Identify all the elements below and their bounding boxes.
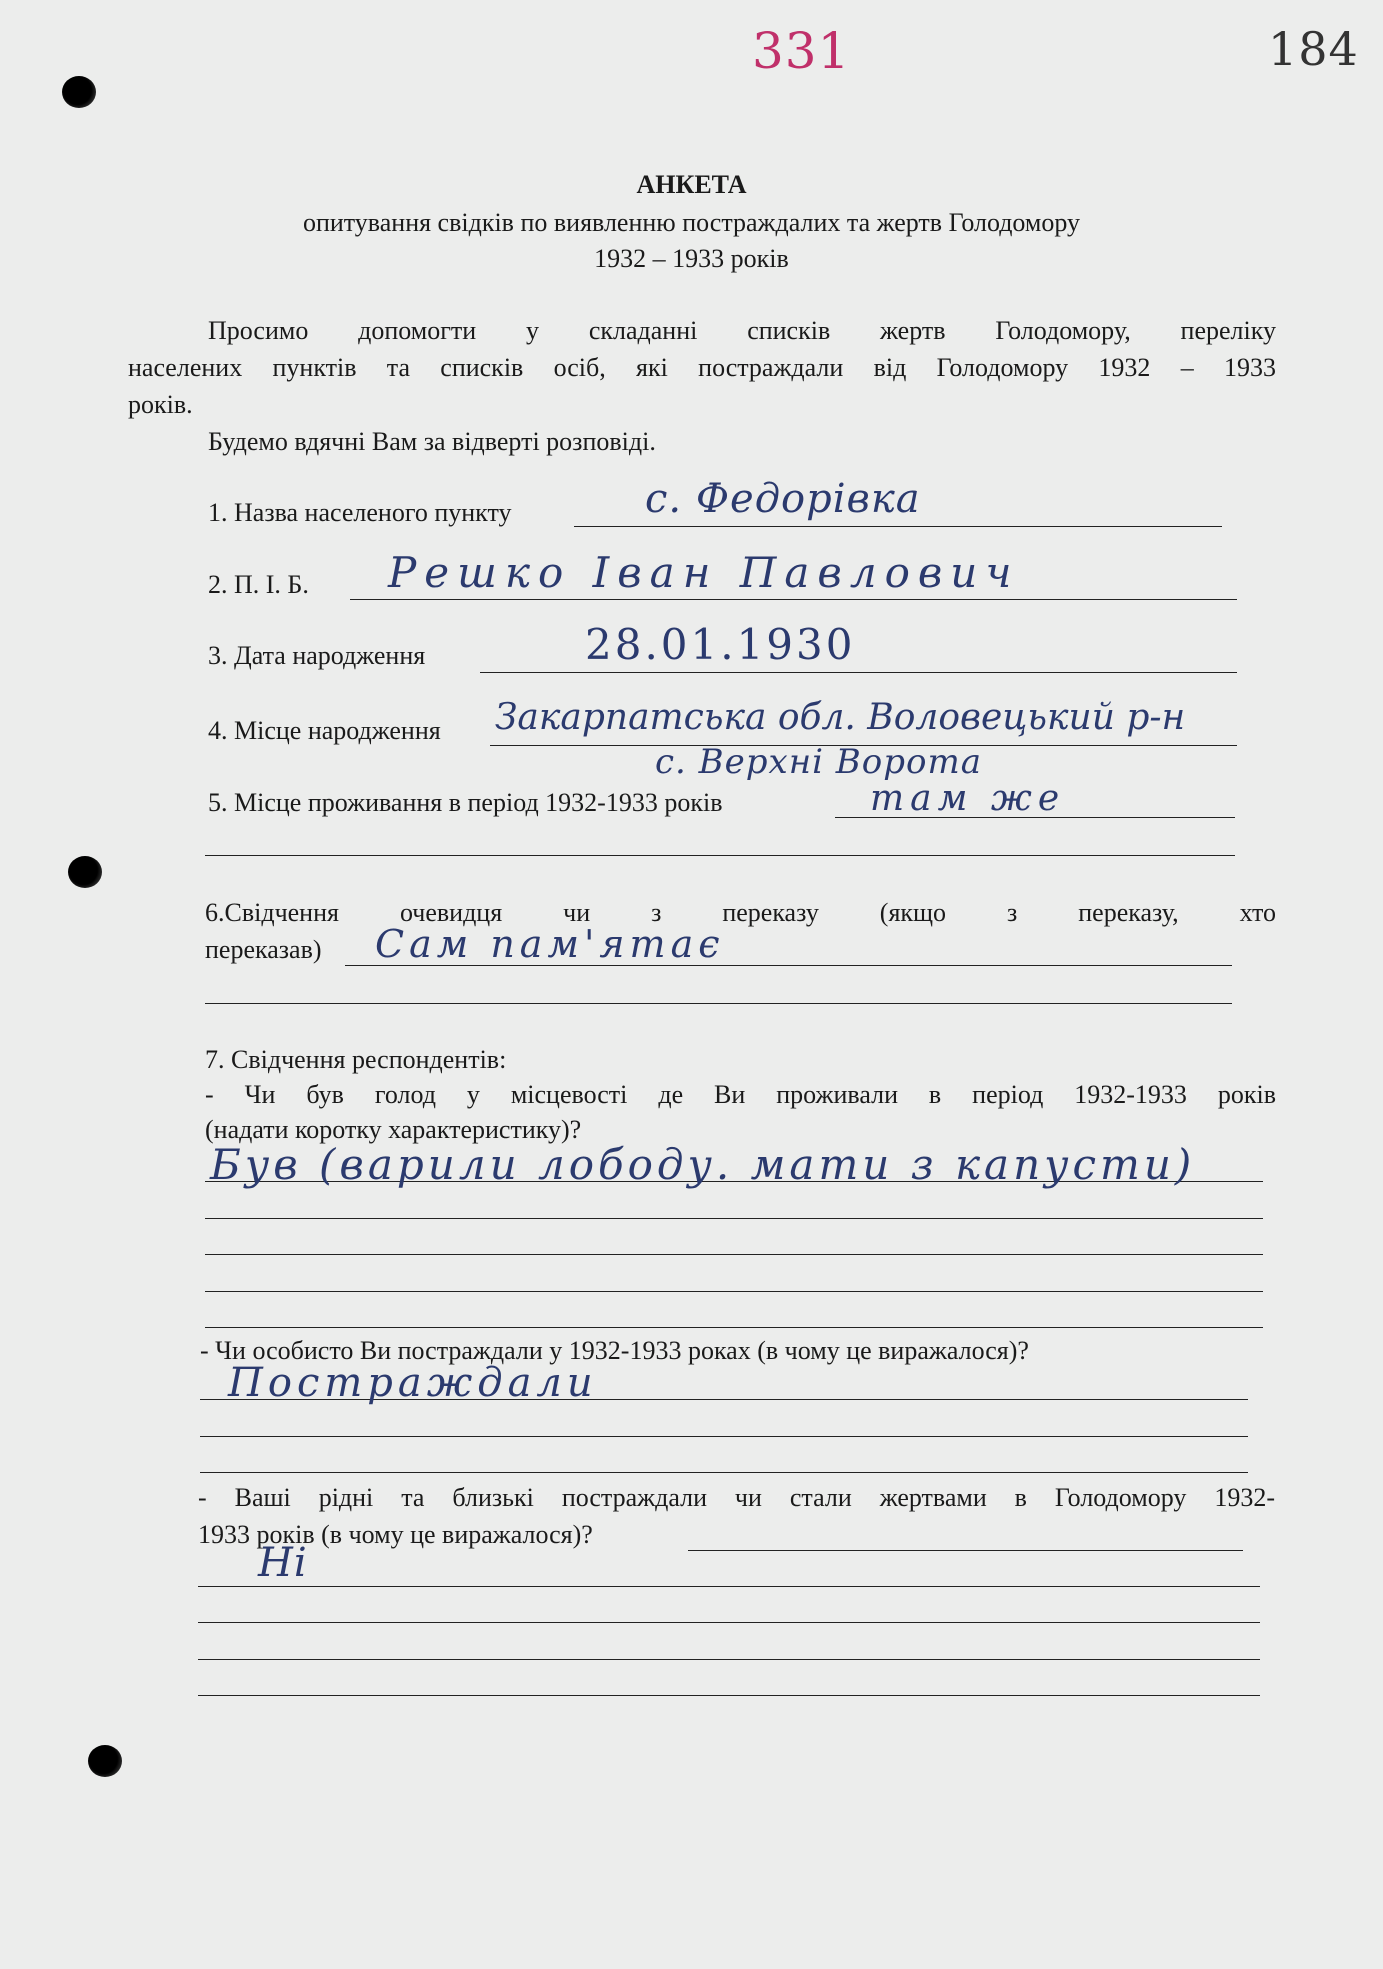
intro-line-1: Просимо допомогти у складанні списків жертв Голодомору, переліку	[208, 316, 1276, 345]
q2-label: 2. П. І. Б.	[208, 570, 309, 599]
qa-line-1: - Чи був голод у місцевості де Ви проживали в період 1932-1933 років	[205, 1080, 1276, 1109]
qa-answer: Був (варили лободу. мати з капусти)	[210, 1140, 1196, 1189]
form-title: АНКЕТА	[636, 170, 747, 199]
intro-line-2: населених пунктів та списків осіб, які постраждали від Голодомору 1932 – 1933	[128, 353, 1276, 382]
q6-label-line-2: переказав)	[205, 935, 322, 964]
q1-underline	[574, 526, 1222, 527]
punch-hole-top	[62, 76, 96, 108]
page-number: 331	[752, 22, 851, 80]
q2-underline	[350, 599, 1237, 600]
q5-underline-2	[205, 855, 1235, 856]
q3-underline	[480, 672, 1237, 673]
qb-underline-2	[200, 1436, 1248, 1437]
qc-underline-3	[198, 1622, 1260, 1623]
q6-label-line-1: 6.Свідчення очевидця чи з переказу (якщо з переказу, хто	[205, 898, 1276, 927]
qc-underline-1	[688, 1550, 1243, 1551]
q1-answer: с. Федорівка	[645, 476, 921, 522]
q4-answer-line-1: Закарпатська обл. Воловецький р-н	[495, 697, 1186, 738]
q6-answer: Сам пам'ятає	[375, 922, 725, 966]
qb-line-1: - Чи особисто Ви постраждали у 1932-1933 роках (в чому це виражалося)?	[200, 1336, 1029, 1365]
qc-underline-2	[198, 1586, 1260, 1587]
q4-label: 4. Місце народження	[208, 716, 441, 745]
q5-answer: там же	[870, 778, 1066, 819]
q4-answer-line-2: с. Верхні Ворота	[655, 742, 982, 782]
qa-underline-5	[205, 1327, 1263, 1328]
qa-line-2: (надати коротку характеристику)?	[205, 1115, 582, 1144]
qa-underline-4	[205, 1291, 1263, 1292]
form-years: 1932 – 1933 років	[594, 244, 789, 273]
qc-answer: Ні	[258, 1540, 308, 1586]
intro-thanks: Будемо вдячні Вам за відверті розповіді.	[208, 427, 656, 456]
punch-hole-middle	[68, 856, 102, 888]
qb-underline-3	[200, 1472, 1248, 1473]
qc-underline-5	[198, 1695, 1260, 1696]
q3-label: 3. Дата народження	[208, 641, 426, 670]
qc-line-1: - Ваші рідні та близькі постраждали чи стали жертвами в Голодомору 1932-	[198, 1483, 1275, 1512]
qa-underline-2	[205, 1218, 1263, 1219]
q5-label: 5. Місце проживання в період 1932-1933 років	[208, 788, 723, 817]
corner-note: 184	[1268, 22, 1359, 76]
qb-answer: Постраждали	[228, 1360, 598, 1406]
intro-line-3: років.	[128, 390, 193, 419]
punch-hole-bottom	[88, 1745, 122, 1777]
q2-answer: Решко Іван Павлович	[388, 548, 1020, 597]
testimony-heading: 7. Свідчення респондентів:	[205, 1045, 507, 1074]
qc-line-2: 1933 років (в чому це виражалося)?	[198, 1520, 593, 1549]
qa-underline-3	[205, 1254, 1263, 1255]
q1-label: 1. Назва населеного пункту	[208, 498, 512, 527]
q3-answer: 28.01.1930	[585, 620, 856, 669]
qc-underline-4	[198, 1659, 1260, 1660]
q6-underline-2	[205, 1003, 1232, 1004]
form-subtitle: опитування свідків по виявленню постраждалих та жертв Голодомору	[302, 208, 1081, 237]
